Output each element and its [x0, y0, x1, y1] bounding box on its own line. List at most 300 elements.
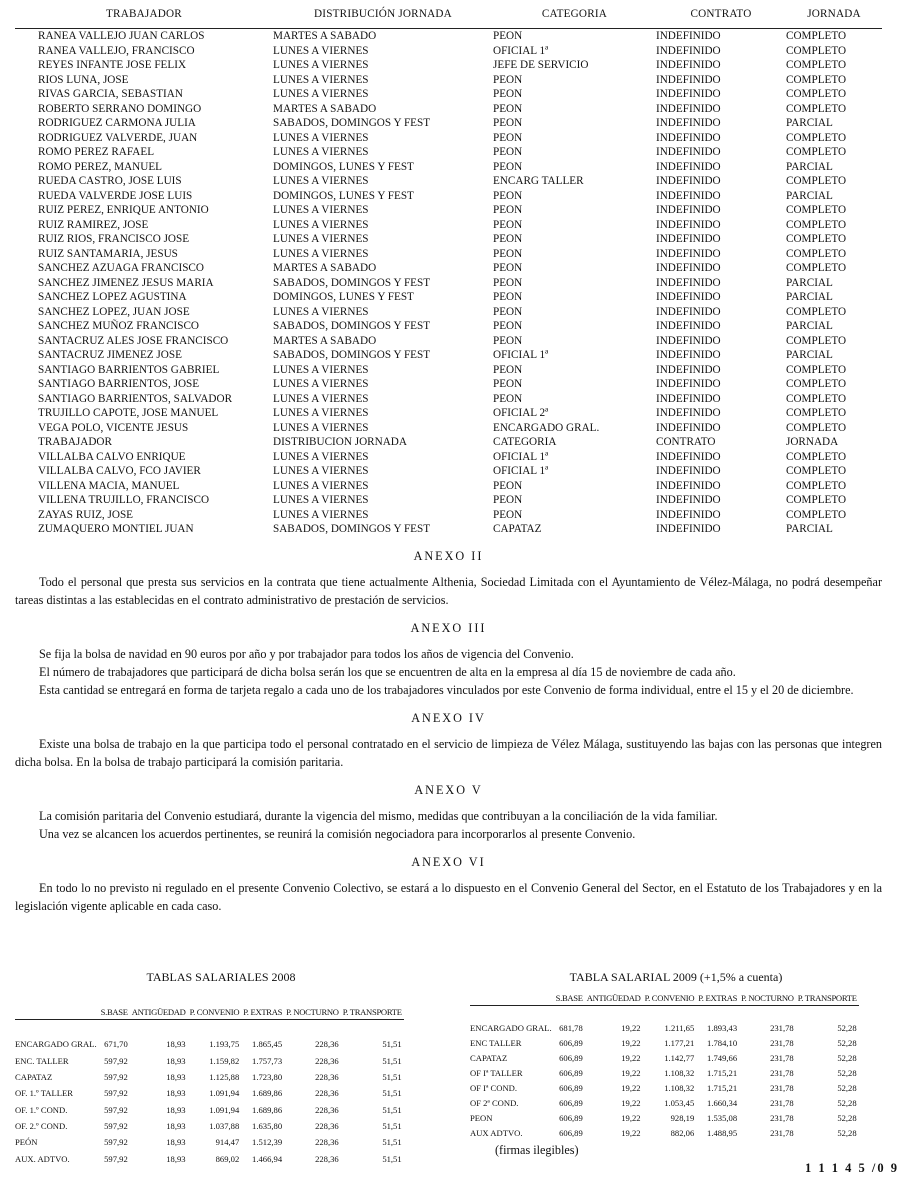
table-cell: OFICIAL 1ª [493, 465, 549, 477]
table-cell: PEON [493, 320, 523, 332]
table-cell: SABADOS, DOMINGOS Y FEST [273, 117, 431, 129]
anexo-section [15, 709, 882, 771]
table-cell: INDEFINIDO [656, 465, 721, 477]
table-cell: PEON [493, 334, 523, 347]
table-cell: PEON [493, 291, 523, 303]
table-cell: PEON [493, 102, 523, 115]
header-distribucion: DISTRIBUCIÓN JORNADA [273, 0, 493, 29]
salary-cell: 1.108,32 [664, 1068, 695, 1078]
table-cell: COMPLETO [786, 363, 847, 376]
table-cell: SABADOS, DOMINGOS Y FEST [273, 320, 431, 332]
anexo-section [15, 781, 882, 843]
table-row [15, 305, 882, 320]
table-row [15, 493, 882, 508]
anexo-title: ANEXO IV [411, 710, 486, 725]
salary-cell: PEÓN [15, 1137, 38, 1148]
table-row [15, 450, 882, 465]
salary-cell: 1.037,88 [209, 1120, 240, 1131]
salary-row [15, 1036, 404, 1052]
table-cell: SABADOS, DOMINGOS Y FEST [273, 523, 431, 535]
salary-row [15, 1118, 404, 1134]
table-cell: INDEFINIDO [656, 59, 721, 71]
salary-cell: 231,78 [770, 1097, 794, 1108]
salary-cell: AUX. ADTVO. [15, 1153, 70, 1164]
table-row [15, 319, 882, 334]
table-cell: LUNES A VIERNES [273, 73, 369, 86]
table-cell: RANEA VALLEJO, FRANCISCO [38, 44, 195, 57]
salary-cell: 231,78 [770, 1038, 794, 1049]
header-jornada: JORNADA [786, 0, 882, 29]
table-row [15, 44, 882, 59]
table-cell: LUNES A VIERNES [273, 247, 369, 260]
salary-header-cell: P. EXTRAS [241, 1005, 284, 1020]
salary-cell: OF Iª TALLER [470, 1068, 523, 1078]
salary-cell: 52,28 [837, 1023, 857, 1034]
salary-cell: 19,22 [621, 1053, 641, 1064]
table-cell: INDEFINIDO [656, 44, 721, 57]
salary-header-cell [470, 991, 554, 1006]
salary-cell: 18,93 [166, 1072, 186, 1083]
workers-table-body [15, 29, 882, 537]
table-cell: DOMINGOS, LUNES Y FEST [273, 160, 414, 173]
table-cell: INDEFINIDO [656, 523, 721, 535]
salary-cell: 1.893,43 [707, 1023, 738, 1034]
table-cell: RUIZ SANTAMARIA, JESUS [38, 247, 178, 260]
table-cell: INDEFINIDO [656, 349, 721, 361]
salary-cell: OF 2ª COND. [470, 1097, 519, 1108]
table-cell: MARTES A SABADO [273, 30, 377, 42]
salary-row [470, 1095, 859, 1110]
page [15, 0, 882, 915]
salary-cell: 18,93 [166, 1039, 186, 1050]
table-cell: SANCHEZ AZUAGA FRANCISCO [38, 262, 204, 274]
table-cell: LUNES A VIERNES [273, 305, 369, 318]
table-cell: VILLENA TRUJILLO, FRANCISCO [38, 494, 210, 506]
table-cell: VEGA POLO, VICENTE JESUS [38, 421, 189, 434]
table-cell: INDEFINIDO [656, 421, 721, 434]
table-cell: COMPLETO [786, 30, 847, 42]
table-cell: COMPLETO [786, 44, 847, 57]
table-cell: PEON [493, 378, 523, 390]
salary-row [15, 1085, 404, 1101]
table-cell: INDEFINIDO [656, 450, 721, 463]
table-cell: LUNES A VIERNES [273, 131, 369, 144]
table-cell: RIOS LUNA, JOSE [38, 73, 129, 86]
table-cell: COMPLETO [786, 494, 847, 506]
table-cell: PEON [493, 262, 523, 274]
salary-cell: 606,89 [559, 1068, 583, 1078]
page-number: 1 1 1 4 5 /0 9 [805, 1161, 899, 1175]
table-cell: PEON [493, 204, 523, 216]
table-cell: LUNES A VIERNES [273, 218, 369, 231]
salary-cell: 51,51 [382, 1137, 402, 1148]
table-cell: CONTRATO [656, 436, 716, 448]
salary-cell: 1.689,86 [252, 1104, 283, 1115]
salary-cell: 671,70 [104, 1039, 128, 1050]
table-cell: INDEFINIDO [656, 392, 721, 405]
salary-cell: 1.757,73 [252, 1055, 283, 1066]
table-cell: DOMINGOS, LUNES Y FEST [273, 189, 414, 202]
table-cell: COMPLETO [786, 508, 847, 521]
table-cell: OFICIAL 2ª [493, 407, 549, 419]
salary-cell: 19,22 [621, 1112, 641, 1123]
salary-cell: 231,78 [770, 1023, 794, 1034]
salary-row [470, 1110, 859, 1125]
table-cell: LUNES A VIERNES [273, 494, 369, 506]
salary-cell: 228,36 [315, 1088, 339, 1099]
table-cell: LUNES A VIERNES [273, 204, 369, 216]
table-cell: SABADOS, DOMINGOS Y FEST [273, 276, 431, 289]
salary-cell: 1.660,34 [707, 1097, 738, 1108]
salary-cell: 51,51 [382, 1104, 402, 1115]
salary-header-cell [15, 1005, 99, 1020]
table-row [15, 334, 882, 349]
table-cell: PARCIAL [786, 117, 833, 129]
anexo-paragraph: La comisión paritaria del Convenio estudiará, durante la vigencia del mismo, medidas que contribuyan a la conciliación de la vida familiar. [39, 808, 718, 823]
table-row [15, 479, 882, 494]
salary-cell: 231,78 [770, 1068, 794, 1078]
salary-header-cell: ANTIGÜEDAD [130, 1005, 188, 1020]
table-row [15, 392, 882, 407]
table-cell: MARTES A SABADO [273, 334, 377, 347]
table-cell: CATEGORIA [493, 436, 557, 448]
table-cell: PEON [493, 276, 523, 289]
salary-cell: 1.689,86 [252, 1088, 283, 1099]
salary-row [470, 1080, 859, 1095]
anexo-paragraph: Todo el personal que presta sus servicios en la contrata que tiene actualmente Althenia, Sociedad Limitada con el Ayuntamiento de Vélez-Málaga, no podrá desempeñar tareas distintas a las establecidas en el contrato administrativo de prestación de servicios. [15, 574, 882, 607]
table-cell: INDEFINIDO [656, 175, 721, 187]
salary-cell: 914,47 [215, 1137, 240, 1148]
salary-cell: 1.177,21 [664, 1038, 695, 1049]
salary-header-cell: P. CONVENIO [188, 1005, 242, 1020]
salary-cell: 1.108,32 [664, 1082, 695, 1093]
salary-cell: 597,92 [104, 1137, 128, 1148]
salary-cell: 1.749,66 [707, 1053, 738, 1064]
table-cell: RUEDA VALVERDE JOSE LUIS [38, 189, 193, 202]
salary-header-cell: ANTIGÜEDAD [585, 991, 643, 1006]
table-cell: PEON [493, 30, 523, 42]
salary-cell: 52,28 [837, 1097, 857, 1108]
table-cell: ZUMAQUERO MONTIEL JUAN [38, 523, 194, 535]
salary-grid-2009 [470, 991, 859, 1140]
table-cell: ENCARGADO GRAL. [493, 421, 600, 434]
salary-cell: 52,28 [837, 1127, 857, 1138]
table-cell: SANTIAGO BARRIENTOS, JOSE [38, 378, 200, 390]
salary-cell: 231,78 [770, 1127, 794, 1138]
table-cell: LUNES A VIERNES [273, 233, 369, 245]
salary-cell: 1.865,45 [252, 1039, 283, 1050]
table-cell: COMPLETO [786, 146, 847, 158]
salary-row [15, 1069, 404, 1085]
salary-cell: 606,89 [559, 1112, 583, 1123]
table-row [15, 435, 882, 450]
salary-cell: 1.142,77 [664, 1053, 695, 1064]
table-cell: INDEFINIDO [656, 378, 721, 390]
salary-table-2008 [15, 970, 427, 1167]
salary-cell: 606,89 [559, 1038, 583, 1049]
table-cell: COMPLETO [786, 233, 847, 245]
table-cell: SANCHEZ MUÑOZ FRANCISCO [38, 320, 199, 332]
table-row [15, 464, 882, 479]
table-cell: PARCIAL [786, 523, 833, 535]
table-row [15, 247, 882, 262]
table-row [15, 276, 882, 291]
anexo-paragraph: Existe una bolsa de trabajo en la que participa todo el personal contratado en el servicio de limpieza de Vélez Málaga, sustituyendo las bajas con las personas que integren dicha bolsa. En la bolsa de trabajo participará la comisión paritaria. [15, 736, 882, 769]
table-cell: OFICIAL 1ª [493, 450, 549, 463]
salary-header-cell: P. NOCTURNO [284, 1005, 341, 1020]
salary-cell: 19,22 [621, 1127, 641, 1138]
table-cell: COMPLETO [786, 378, 847, 390]
salary-cell: 231,78 [770, 1053, 794, 1064]
table-cell: PARCIAL [786, 189, 833, 202]
salary-cell: 606,89 [559, 1097, 583, 1108]
table-cell: VILLENA MACIA, MANUEL [38, 479, 180, 492]
table-cell: LUNES A VIERNES [273, 44, 369, 57]
salary-cell: 18,93 [166, 1088, 186, 1099]
table-cell: INDEFINIDO [656, 276, 721, 289]
table-cell: LUNES A VIERNES [273, 421, 369, 434]
table-cell: RODRIGUEZ CARMONA JULIA [38, 117, 196, 129]
table-cell: LUNES A VIERNES [273, 146, 369, 158]
table-cell: JEFE DE SERVICIO [493, 59, 589, 71]
table-row [15, 232, 882, 247]
header-trabajador: TRABAJADOR [15, 0, 273, 29]
salary-cell: 19,22 [621, 1068, 641, 1078]
anexo-title: ANEXO II [413, 548, 484, 563]
table-cell: TRUJILLO CAPOTE, JOSE MANUEL [38, 407, 219, 419]
salary-cell: 18,93 [166, 1137, 186, 1148]
salary-header-cell: S.BASE [99, 1005, 130, 1020]
table-cell: SANTIAGO BARRIENTOS GABRIEL [38, 363, 220, 376]
salary-cell: OF. 1.º COND. [15, 1104, 68, 1115]
salary-header-row [470, 991, 859, 1006]
table-cell: MARTES A SABADO [273, 102, 377, 115]
table-row [15, 116, 882, 131]
table-cell: PEON [493, 146, 523, 158]
table-cell: INDEFINIDO [656, 233, 721, 245]
salary-cell: 597,92 [104, 1055, 128, 1066]
table-cell: INDEFINIDO [656, 334, 721, 347]
salary-header-cell: P. NOCTURNO [739, 991, 796, 1006]
salary-cell: 231,78 [770, 1112, 794, 1123]
table-cell: INDEFINIDO [656, 407, 721, 419]
anexo-paragraph: Se fija la bolsa de navidad en 90 euros por año y por trabajador para todos los años de vigencia del Convenio. [39, 646, 574, 661]
salary-cell: ENC TALLER [470, 1038, 522, 1049]
table-cell: COMPLETO [786, 204, 847, 216]
salary-cell: OF. 2.º COND. [15, 1120, 68, 1131]
salary-cell: 1.211,65 [664, 1023, 695, 1034]
salary-grid-2008 [15, 1005, 404, 1167]
table-cell: INDEFINIDO [656, 146, 721, 158]
table-cell: INDEFINIDO [656, 73, 721, 86]
salary-cell: 228,36 [315, 1153, 339, 1164]
salary-cell: 52,28 [837, 1038, 857, 1049]
anexo-paragraph: Esta cantidad se entregará en forma de tarjeta regalo a cada uno de los trabajadores vinculados por este Convenio de forma individual, entre el 15 y el 20 de diciembre. [39, 682, 854, 697]
salary-cell: 228,36 [315, 1039, 339, 1050]
table-cell: SANTACRUZ ALES JOSE FRANCISCO [38, 334, 229, 347]
table-row [15, 160, 882, 175]
table-cell: REYES INFANTE JOSE FELIX [38, 59, 187, 71]
table-row [15, 348, 882, 363]
salary-cell: 597,92 [104, 1120, 128, 1131]
table-cell: INDEFINIDO [656, 363, 721, 376]
salary-table-2008-title: TABLAS SALARIALES 2008 [146, 970, 296, 984]
table-cell: LUNES A VIERNES [273, 88, 369, 100]
table-row [15, 102, 882, 117]
salary-cell: 228,36 [315, 1120, 339, 1131]
salary-cell: 606,89 [559, 1082, 583, 1093]
table-row [15, 406, 882, 421]
table-cell: INDEFINIDO [656, 117, 721, 129]
table-cell: RODRIGUEZ VALVERDE, JUAN [38, 131, 198, 144]
table-cell: COMPLETO [786, 218, 847, 231]
salary-cell: 1.159,82 [209, 1055, 240, 1066]
table-cell: COMPLETO [786, 73, 847, 86]
table-row [15, 29, 882, 44]
salary-cell: 1.125,88 [209, 1072, 240, 1083]
salary-cell: 1.091,94 [209, 1104, 240, 1115]
salary-cell: 1.466,94 [252, 1153, 283, 1164]
table-cell: INDEFINIDO [656, 479, 721, 492]
salary-cell: 1.512,39 [252, 1137, 283, 1148]
table-cell: PARCIAL [786, 320, 833, 332]
salary-cell: 1.715,21 [707, 1068, 738, 1078]
table-cell: RUIZ RIOS, FRANCISCO JOSE [38, 233, 190, 245]
table-row [15, 87, 882, 102]
table-row [15, 131, 882, 146]
anexo-paragraph: El número de trabajadores que participará de dicha bolsa serán los que se encuentren de alta en la empresa al día 15 de noviembre de cada año. [39, 664, 736, 679]
salary-cell: 52,28 [837, 1053, 857, 1064]
table-cell: LUNES A VIERNES [273, 407, 369, 419]
table-cell: INDEFINIDO [656, 160, 721, 173]
table-cell: COMPLETO [786, 262, 847, 274]
salary-cell: 19,22 [621, 1097, 641, 1108]
table-cell: RUEDA CASTRO, JOSE LUIS [38, 175, 182, 187]
table-cell: PEON [493, 117, 523, 129]
salary-cell: 1.784,10 [707, 1038, 738, 1049]
salary-cell: AUX ADTVO. [470, 1127, 523, 1138]
anexo-section [15, 547, 882, 609]
table-cell: COMPLETO [786, 131, 847, 144]
header-contrato: CONTRATO [656, 0, 786, 29]
anexo-paragraph: En todo lo no previsto ni regulado en el presente Convenio Colectivo, se estará a lo dispuesto en el Convenio General del Sector, en el Estatuto de los Trabajadores y en la legislación vigente aplicable en cada caso. [15, 880, 882, 913]
salary-cell: PEON [470, 1112, 493, 1123]
table-cell: SABADOS, DOMINGOS Y FEST [273, 349, 431, 361]
salary-cell: 18,93 [166, 1104, 186, 1115]
table-row [15, 174, 882, 189]
salary-cell: 597,92 [104, 1088, 128, 1099]
salary-cell: 51,51 [382, 1153, 402, 1164]
workers-table-header [15, 0, 882, 29]
table-cell: MARTES A SABADO [273, 262, 377, 274]
firmas-note: (firmas ilegibles) [495, 1143, 579, 1157]
table-cell: ROMO PEREZ RAFAEL [38, 146, 155, 158]
salary-cell: 597,92 [104, 1104, 128, 1115]
table-row [15, 363, 882, 378]
table-cell: PEON [493, 247, 523, 260]
salary-cell: ENCARGADO GRAL. [15, 1039, 97, 1050]
salary-row [15, 1150, 404, 1166]
salary-cell: CAPATAZ [470, 1053, 508, 1064]
salary-cell: 928,19 [670, 1112, 695, 1123]
salary-cell: 1.535,08 [707, 1112, 738, 1123]
salary-table-2009 [470, 970, 882, 1140]
salary-cell: 228,36 [315, 1055, 339, 1066]
salary-header-cell: P. TRANSPORTE [341, 1005, 404, 1020]
table-cell: COMPLETO [786, 88, 847, 100]
salary-table-2009-title: TABLA SALARIAL 2009 (+1,5% a cuenta) [569, 970, 783, 984]
salary-row [15, 1134, 404, 1150]
table-row [15, 522, 882, 537]
table-cell: SANCHEZ LOPEZ, JUAN JOSE [38, 305, 190, 318]
table-cell: RUIZ RAMIREZ, JOSE [38, 218, 149, 231]
table-cell: PEON [493, 233, 523, 245]
table-cell: LUNES A VIERNES [273, 392, 369, 405]
table-cell: INDEFINIDO [656, 102, 721, 115]
salary-cell: 18,93 [166, 1055, 186, 1066]
salary-cell: 597,92 [104, 1153, 128, 1164]
table-cell: COMPLETO [786, 102, 847, 115]
table-row [15, 421, 882, 436]
table-cell: OFICIAL 1ª [493, 349, 549, 361]
salary-cell: 231,78 [770, 1082, 794, 1093]
salary-row [15, 1053, 404, 1069]
table-cell: DOMINGOS, LUNES Y FEST [273, 291, 414, 303]
table-cell: PEON [493, 88, 523, 100]
table-cell: VILLALBA CALVO ENRIQUE [38, 450, 186, 463]
table-cell: PEON [493, 392, 523, 405]
salary-cell: CAPATAZ [15, 1072, 53, 1083]
table-cell: CAPATAZ [493, 523, 542, 535]
salary-cell: 1.715,21 [707, 1082, 738, 1093]
anexo-title: ANEXO V [414, 782, 483, 797]
salary-cell: 228,36 [315, 1137, 339, 1148]
table-row [15, 261, 882, 276]
salary-cell: 606,89 [559, 1053, 583, 1064]
table-cell: LUNES A VIERNES [273, 378, 369, 390]
table-cell: OFICIAL 1ª [493, 44, 549, 57]
salary-header-cell: P. CONVENIO [643, 991, 697, 1006]
table-cell: LUNES A VIERNES [273, 479, 369, 492]
salary-row [470, 1066, 859, 1081]
table-cell: INDEFINIDO [656, 508, 721, 521]
salary-row [470, 1125, 859, 1140]
salary-header-row [15, 1005, 404, 1020]
salary-cell: 51,51 [382, 1120, 402, 1131]
salary-cell: 52,28 [837, 1068, 857, 1078]
table-cell: TRABAJADOR [38, 436, 112, 448]
spacer-cell [15, 1020, 99, 1037]
salary-cell: 52,28 [837, 1112, 857, 1123]
salary-cell: 51,51 [382, 1072, 402, 1083]
table-cell: LUNES A VIERNES [273, 508, 369, 521]
table-cell: INDEFINIDO [656, 218, 721, 231]
workers-table [15, 0, 882, 537]
table-cell: INDEFINIDO [656, 494, 721, 506]
table-cell: JORNADA [786, 436, 839, 448]
table-cell: COMPLETO [786, 392, 847, 405]
salary-cell: 52,28 [837, 1082, 857, 1093]
table-cell: INDEFINIDO [656, 88, 721, 100]
salary-cell: ENCARGADO GRAL. [470, 1023, 552, 1034]
table-cell: INDEFINIDO [656, 189, 721, 202]
table-cell: COMPLETO [786, 479, 847, 492]
table-cell: ROBERTO SERRANO DOMINGO [38, 102, 202, 115]
table-cell: COMPLETO [786, 465, 847, 477]
table-cell: COMPLETO [786, 421, 847, 434]
table-cell: COMPLETO [786, 247, 847, 260]
table-cell: SANTIAGO BARRIENTOS, SALVADOR [38, 392, 233, 405]
